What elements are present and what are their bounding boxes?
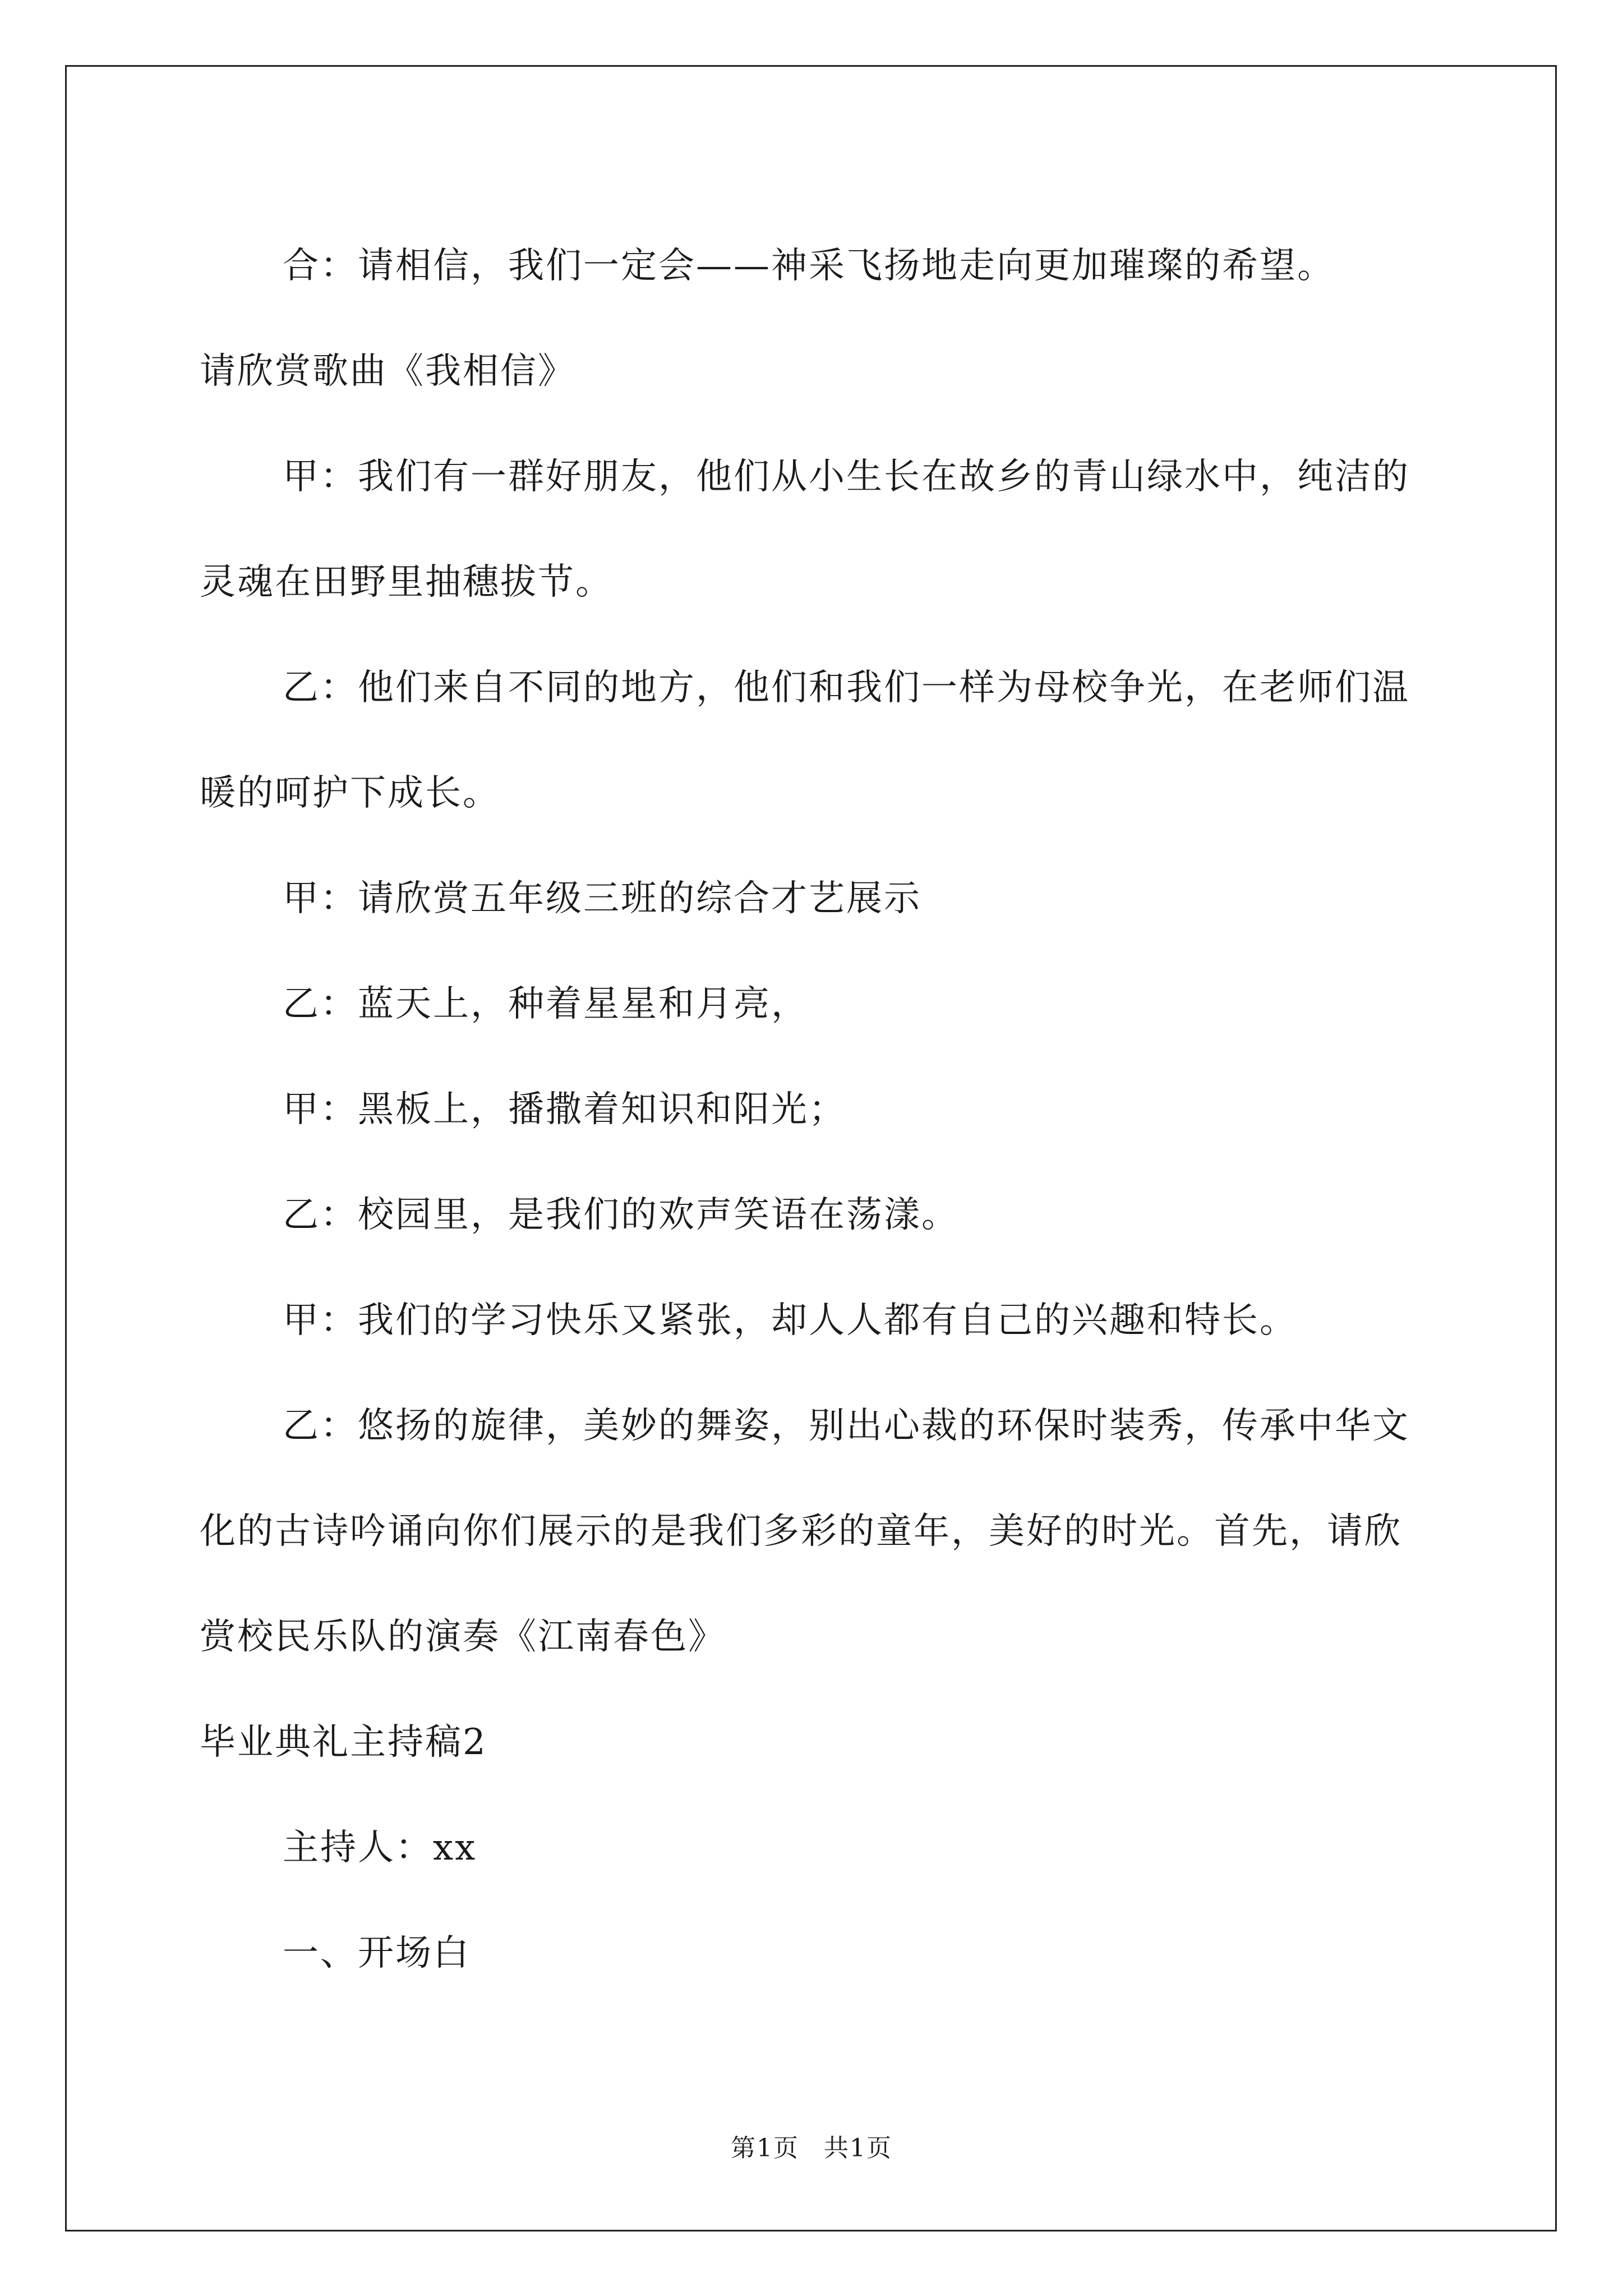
page-footer xyxy=(0,2132,1623,2165)
paragraph: 合：请相信，我们一定会——神采飞扬地走向更加璀璨的希望。 xyxy=(283,245,1335,287)
paragraph: 一、开场白 xyxy=(283,1932,471,1974)
page-number: 第1页 xyxy=(731,2134,799,2162)
paragraph: 乙：悠扬的旋律，美妙的舞姿，别出心裁的环保时装秀，传承中华文化的古诗吟诵向你们展示的是我们多彩的童年，美好的时光。首先，请欣赏校民乐队的演奏《江南春色》 xyxy=(200,1405,1410,1658)
paragraph: 甲：我们有一群好朋友，他们从小生长在故乡的青山绿水中，纯洁的灵魂在田野里抽穗拔节。 xyxy=(200,456,1410,603)
paragraph: 甲：请欣赏五年级三班的综合才艺展示 xyxy=(283,878,921,919)
paragraph: 甲：我们的学习快乐又紧张，却人人都有自己的兴趣和特长。 xyxy=(283,1300,1297,1341)
section-heading: 毕业典礼主持稿2 xyxy=(200,1722,487,1763)
document-body xyxy=(200,213,1428,2006)
paragraph: 请欣赏歌曲《我相信》 xyxy=(200,351,575,392)
paragraph: 乙：蓝天上，种着星星和月亮， xyxy=(283,983,809,1025)
paragraph: 主持人：xx xyxy=(283,1827,477,1869)
paragraph: 乙：校园里，是我们的欢声笑语在荡漾。 xyxy=(283,1194,959,1236)
paragraph: 甲：黑板上，播撒着知识和阳光； xyxy=(283,1089,846,1130)
page-total: 共1页 xyxy=(824,2134,892,2162)
paragraph: 乙：他们来自不同的地方，他们和我们一样为母校争光，在老师们温暖的呵护下成长。 xyxy=(200,667,1410,814)
